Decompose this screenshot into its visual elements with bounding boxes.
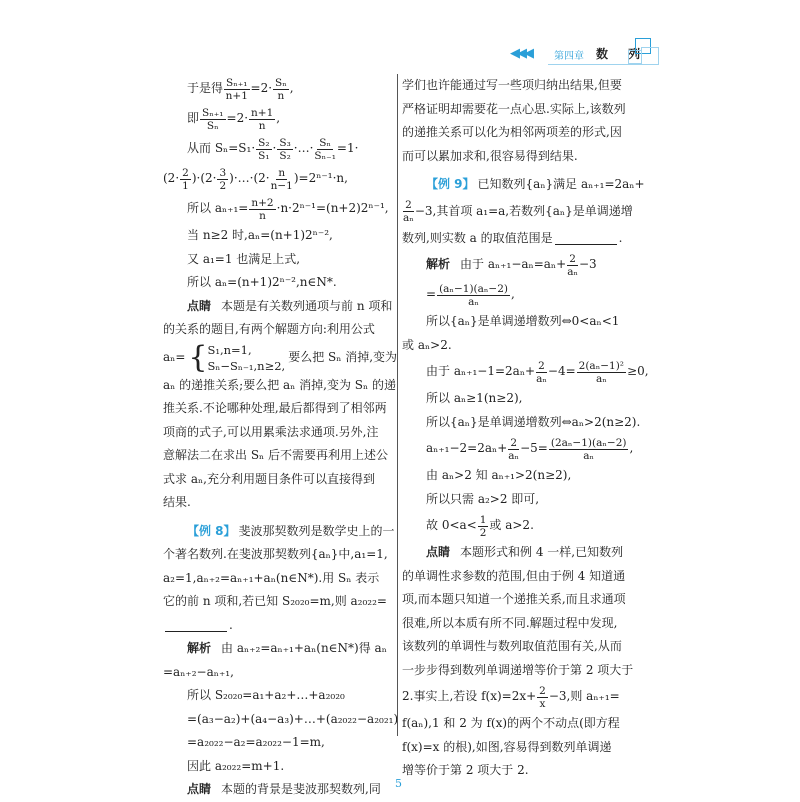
text-run: 所以 S₂₀₂₀=a₁+a₂+…+a₂₀₂₀ bbox=[187, 688, 345, 702]
text-run: 的单调性求参数的范围,但由于例 4 知道通 bbox=[402, 568, 626, 583]
text-line bbox=[163, 194, 393, 224]
text-run: −4= bbox=[547, 364, 576, 379]
text-run: 而可以累加求和,很容易得到结果. bbox=[402, 148, 578, 163]
text-run: )·(2· bbox=[191, 171, 217, 186]
fraction bbox=[249, 197, 275, 222]
piecewise-rows bbox=[208, 342, 286, 374]
fraction-numerator: n bbox=[278, 166, 286, 179]
fraction-numerator: Sₙ bbox=[275, 76, 287, 89]
text-line bbox=[402, 334, 664, 358]
fraction-denominator: aₙ bbox=[508, 449, 520, 462]
fraction-denominator: aₙ bbox=[567, 265, 578, 278]
text-run: 所以{aₙ}是单调递增数列⇔0<aₙ<1 bbox=[426, 314, 620, 328]
text-line bbox=[163, 778, 393, 802]
text-run: 由于 aₙ₊₁−aₙ=aₙ+ bbox=[460, 257, 567, 272]
text-line bbox=[402, 121, 664, 145]
text-run: 严格证明却需要花一点心思.实际上,该数列 bbox=[402, 101, 626, 116]
text-run: . bbox=[229, 617, 233, 632]
fraction-numerator: Sₙ bbox=[319, 136, 332, 149]
text-run: 所以{aₙ}是单调递增数列⇔aₙ>2(n≥2). bbox=[426, 414, 641, 429]
fraction bbox=[437, 283, 510, 308]
text-line bbox=[402, 588, 664, 612]
text-run: 所以 aₙ≥1(n≥2), bbox=[426, 391, 523, 405]
text-run: 所以 aₙ₊₁= bbox=[187, 201, 249, 216]
example-label: 【例 9】 bbox=[426, 177, 475, 191]
text-line bbox=[402, 759, 664, 783]
text-line bbox=[163, 590, 393, 614]
fraction-denominator: 2 bbox=[479, 526, 487, 539]
fraction-denominator: 2 bbox=[219, 179, 227, 192]
fraction-numerator: 2 bbox=[182, 166, 189, 179]
fraction bbox=[549, 437, 629, 462]
answer-blank bbox=[555, 232, 617, 245]
fraction-denominator: n bbox=[277, 89, 285, 102]
text-line bbox=[163, 271, 393, 295]
fraction-denominator: aₙ bbox=[583, 449, 595, 462]
text-line bbox=[163, 637, 393, 661]
fraction-numerator: 1 bbox=[479, 513, 487, 526]
text-run: 增等价于第 2 项大于 2. bbox=[402, 763, 529, 777]
text-line bbox=[402, 635, 664, 659]
text-run: 由 aₙ>2 知 aₙ₊₁>2(n≥2), bbox=[426, 468, 572, 482]
text-run: = bbox=[426, 287, 437, 302]
text-run: 本题的背景是斐波那契数列,同 bbox=[221, 782, 381, 796]
fraction-denominator: S₂ bbox=[279, 149, 291, 162]
fraction-numerator: Sₙ₊₁ bbox=[202, 106, 224, 119]
text-run: 结果. bbox=[163, 495, 191, 509]
fraction bbox=[314, 137, 336, 162]
text-line bbox=[402, 736, 664, 760]
fraction-denominator: Sₙ₋₁ bbox=[314, 149, 336, 162]
text-line bbox=[402, 250, 664, 280]
text-run: 于是得 bbox=[187, 81, 224, 96]
text-line bbox=[163, 468, 393, 492]
text-run: , bbox=[629, 441, 634, 456]
fraction-numerator: 2 bbox=[539, 684, 546, 697]
fraction bbox=[256, 137, 271, 162]
text-run: 本题是有关数列通项与前 n 项和 bbox=[221, 298, 393, 313]
text-line bbox=[402, 357, 664, 387]
text-run: 或 a>2. bbox=[489, 518, 534, 533]
text-run: 或 aₙ>2. bbox=[402, 337, 452, 352]
text-run: · bbox=[272, 141, 277, 156]
fraction-numerator: 2 bbox=[569, 252, 576, 265]
example-label: 【例 8】 bbox=[187, 523, 236, 538]
fraction-numerator: 2 bbox=[510, 436, 518, 449]
text-line bbox=[163, 661, 393, 685]
fraction bbox=[180, 167, 191, 192]
fraction-numerator: n+1 bbox=[251, 106, 274, 119]
text-run: 式求 aₙ,充分利用题目条件可以直接得到 bbox=[163, 471, 375, 486]
text-line bbox=[163, 295, 393, 319]
text-run: −3,其首项 a₁=a,若数列{aₙ}是单调递增 bbox=[414, 203, 633, 218]
fraction-denominator: Sₙ bbox=[206, 119, 219, 132]
text-run: ·n·2ⁿ⁻¹=(n+2)2ⁿ⁻¹, bbox=[276, 201, 389, 216]
text-line bbox=[163, 248, 393, 272]
section-label: 解析 bbox=[426, 257, 451, 272]
fraction bbox=[273, 77, 289, 102]
piecewise-case: S₁,n=1, bbox=[207, 342, 252, 357]
fraction-denominator: 1 bbox=[182, 179, 189, 192]
page-number: 5 bbox=[395, 777, 402, 790]
fraction bbox=[536, 360, 547, 385]
text-run: , bbox=[289, 81, 294, 96]
text-run: 从而 Sₙ=S₁· bbox=[187, 141, 256, 156]
fraction-numerator: 2 bbox=[538, 359, 545, 372]
text-line bbox=[163, 339, 398, 375]
text-line bbox=[163, 614, 393, 638]
text-run: 项,而本题只知道一个递推关系,而且求通项 bbox=[402, 592, 626, 606]
text-line bbox=[163, 708, 399, 732]
text-run: (2· bbox=[163, 171, 180, 186]
text-run: a₂=1,aₙ₊₂=aₙ₊₁+aₙ(n∈N*).用 Sₙ 表示 bbox=[163, 570, 380, 585]
fraction bbox=[478, 514, 489, 539]
text-line bbox=[163, 134, 393, 164]
fraction-denominator: n bbox=[258, 119, 266, 132]
text-line bbox=[402, 682, 664, 712]
fraction bbox=[577, 360, 626, 385]
text-line bbox=[163, 374, 397, 398]
text-run: 故 0<a< bbox=[426, 518, 477, 533]
text-run: 推关系.不论哪种处理,最后都得到了相邻两 bbox=[163, 401, 387, 415]
text-run: 意解法二在求出 Sₙ 后不需要再利用上述公 bbox=[163, 448, 389, 462]
fraction-denominator: x bbox=[539, 697, 546, 710]
fraction bbox=[403, 199, 414, 224]
text-run: 它的前 n 项和,若已知 S₂₀₂₀=m,则 a₂₀₂₂= bbox=[163, 594, 387, 608]
text-run: 的关系的题目,有两个解题方向:利用公式 bbox=[163, 322, 375, 336]
text-run: f(x)=x 的根),如图,容易得到数列单调递 bbox=[402, 739, 612, 754]
fraction bbox=[249, 107, 275, 132]
fraction-denominator: n bbox=[259, 209, 266, 222]
chapter-title: 数 列 bbox=[596, 47, 649, 61]
fraction-denominator: n+1 bbox=[225, 89, 248, 102]
text-run: 项商的式子,可以用累乘法求通项.另外,注 bbox=[163, 424, 379, 439]
text-line bbox=[402, 197, 664, 227]
text-run: 本题形式和例 4 一样,已知数列 bbox=[460, 545, 624, 559]
text-line bbox=[163, 731, 393, 755]
text-line bbox=[402, 659, 664, 683]
text-line bbox=[163, 444, 393, 468]
text-run: =(a₃−a₂)+(a₄−a₃)+…+(a₂₀₂₂−a₂₀₂₁) bbox=[187, 711, 399, 726]
fraction bbox=[508, 437, 519, 462]
section-label: 点睛 bbox=[426, 545, 451, 559]
text-run: , bbox=[276, 111, 281, 126]
fraction-denominator: aₙ bbox=[468, 295, 479, 308]
text-line bbox=[402, 488, 664, 512]
text-run: 所以只需 a₂>2 即可, bbox=[426, 491, 540, 506]
decorative-square-icon bbox=[641, 47, 659, 65]
text-run: =1· bbox=[336, 141, 359, 156]
fraction bbox=[567, 253, 578, 278]
fraction-denominator: S₁ bbox=[258, 149, 270, 162]
text-line bbox=[163, 520, 393, 544]
text-line bbox=[402, 712, 664, 736]
text-run: aₙ₊₁−2=2aₙ+ bbox=[426, 441, 508, 456]
fraction-denominator: aₙ bbox=[536, 372, 547, 385]
fraction bbox=[200, 107, 226, 132]
section-label: 点睛 bbox=[187, 782, 212, 796]
fraction-numerator: (aₙ−1)(aₙ−2) bbox=[439, 282, 509, 295]
fraction bbox=[224, 77, 250, 102]
text-run: 由 aₙ₊₂=aₙ₊₁+aₙ(n∈N*)得 aₙ bbox=[221, 641, 387, 655]
text-run: 学们也许能通过写一些项归纳出结果,但要 bbox=[402, 78, 622, 92]
text-run: 又 a₁=1 也满足上式, bbox=[187, 251, 301, 266]
text-line bbox=[163, 543, 393, 567]
piecewise-case: Sₙ−Sₙ₋₁,n≥2, bbox=[207, 358, 286, 373]
text-line bbox=[402, 173, 664, 197]
text-run: 斐波那契数列是数学史上的一 bbox=[238, 523, 395, 538]
text-run: =2· bbox=[250, 81, 273, 96]
text-line bbox=[402, 227, 664, 251]
fraction bbox=[217, 167, 228, 192]
text-line bbox=[163, 755, 393, 779]
text-run: 该数列的单调性与数列取值范围有关,从而 bbox=[402, 639, 622, 653]
text-run: aₙ 的递推关系;要么把 aₙ 消掉,变为 Sₙ 的递 bbox=[163, 377, 397, 392]
column-divider bbox=[397, 74, 398, 736]
text-run: aₙ= bbox=[163, 349, 186, 364]
text-run: 很难,所以本质有所不同.解题过程中发现, bbox=[402, 615, 618, 630]
text-line bbox=[402, 280, 664, 310]
chapter-label: 第四章 bbox=[554, 51, 584, 62]
text-run: 数列,则实数 a 的取值范围是 bbox=[402, 230, 553, 245]
text-run: 由于 aₙ₊₁−1=2aₙ+ bbox=[426, 364, 536, 379]
text-run: 即 bbox=[187, 111, 200, 126]
text-run: 的递推关系可以化为相邻两项差的形式,因 bbox=[402, 125, 622, 139]
text-line bbox=[163, 491, 393, 515]
text-line bbox=[402, 612, 664, 636]
text-line bbox=[163, 164, 393, 194]
left-brace-icon: { bbox=[188, 339, 208, 375]
header-rule bbox=[548, 64, 643, 65]
text-line bbox=[402, 310, 664, 334]
text-line bbox=[402, 511, 664, 541]
text-line bbox=[402, 464, 664, 488]
text-line bbox=[402, 565, 664, 589]
section-label: 点睛 bbox=[187, 298, 212, 313]
text-line bbox=[163, 397, 393, 421]
text-run: 个著名数列.在斐波那契数列{aₙ}中,a₁=1, bbox=[163, 547, 388, 561]
fraction-denominator: aₙ bbox=[595, 372, 607, 385]
text-run: =2· bbox=[226, 111, 249, 126]
text-line bbox=[163, 224, 393, 248]
fraction-denominator: n−1 bbox=[270, 179, 293, 192]
piecewise-formula bbox=[188, 339, 286, 375]
text-run: )·…·(2· bbox=[229, 171, 270, 186]
text-run: 所以 aₙ=(n+1)2ⁿ⁻²,n∈N*. bbox=[187, 275, 337, 289]
answer-blank bbox=[165, 619, 227, 632]
fraction-numerator: 3 bbox=[219, 166, 227, 179]
left-column bbox=[163, 74, 399, 802]
text-line bbox=[402, 411, 664, 435]
chapter-header bbox=[500, 44, 660, 68]
fraction bbox=[537, 685, 548, 710]
chevron-left-icon: ◀◀◀ bbox=[510, 46, 531, 61]
text-line bbox=[402, 434, 664, 464]
text-run: )=2ⁿ⁻¹·n, bbox=[293, 171, 348, 186]
text-line bbox=[163, 318, 393, 342]
text-line bbox=[402, 74, 664, 98]
text-line bbox=[402, 145, 664, 169]
text-line bbox=[163, 104, 393, 134]
text-run: 已知数列{aₙ}满足 aₙ₊₁=2aₙ+ bbox=[477, 177, 645, 191]
text-run: ·…· bbox=[293, 141, 314, 156]
text-line bbox=[402, 98, 664, 122]
fraction bbox=[271, 167, 293, 192]
text-line bbox=[163, 684, 393, 708]
text-line bbox=[402, 387, 664, 411]
fraction-numerator: 2 bbox=[405, 199, 412, 211]
text-line bbox=[402, 541, 664, 565]
fraction bbox=[277, 137, 292, 162]
fraction-numerator: n+2 bbox=[251, 196, 274, 209]
text-run: 一步步得到数列单调递增等价于第 2 项大于 bbox=[402, 662, 634, 677]
fraction-denominator: aₙ bbox=[403, 212, 414, 224]
text-line bbox=[163, 567, 393, 591]
text-run: ≥0, bbox=[627, 364, 649, 379]
text-run: −5= bbox=[520, 441, 548, 456]
text-run: 因此 a₂₀₂₂=m+1. bbox=[187, 758, 285, 773]
text-run: =a₂₀₂₂−a₂=a₂₀₂₂−1=m, bbox=[187, 735, 325, 749]
right-column bbox=[402, 74, 664, 783]
text-run: 2.事实上,若设 f(x)=2x+ bbox=[402, 689, 537, 704]
text-run: , bbox=[511, 287, 515, 302]
fraction-numerator: Sₙ₊₁ bbox=[226, 76, 248, 89]
fraction-numerator: 2(aₙ−1)² bbox=[578, 359, 625, 372]
fraction-numerator: S₃ bbox=[279, 136, 291, 149]
text-line bbox=[163, 74, 393, 104]
text-run: f(aₙ),1 和 2 为 f(x)的两个不动点(即方程 bbox=[402, 716, 620, 730]
text-line bbox=[163, 421, 393, 445]
text-run: =aₙ₊₂−aₙ₊₁, bbox=[163, 664, 234, 679]
fraction-numerator: S₂ bbox=[258, 136, 270, 149]
text-run: −3,则 aₙ₊₁= bbox=[548, 689, 620, 704]
text-run: 当 n≥2 时,aₙ=(n+1)2ⁿ⁻², bbox=[187, 228, 333, 242]
text-run: 要么把 Sₙ 消掉,变为 bbox=[288, 349, 398, 364]
section-label: 解析 bbox=[187, 641, 212, 655]
fraction-numerator: (2aₙ−1)(aₙ−2) bbox=[550, 436, 627, 449]
text-run: . bbox=[618, 230, 623, 245]
text-run: −3 bbox=[579, 257, 597, 272]
